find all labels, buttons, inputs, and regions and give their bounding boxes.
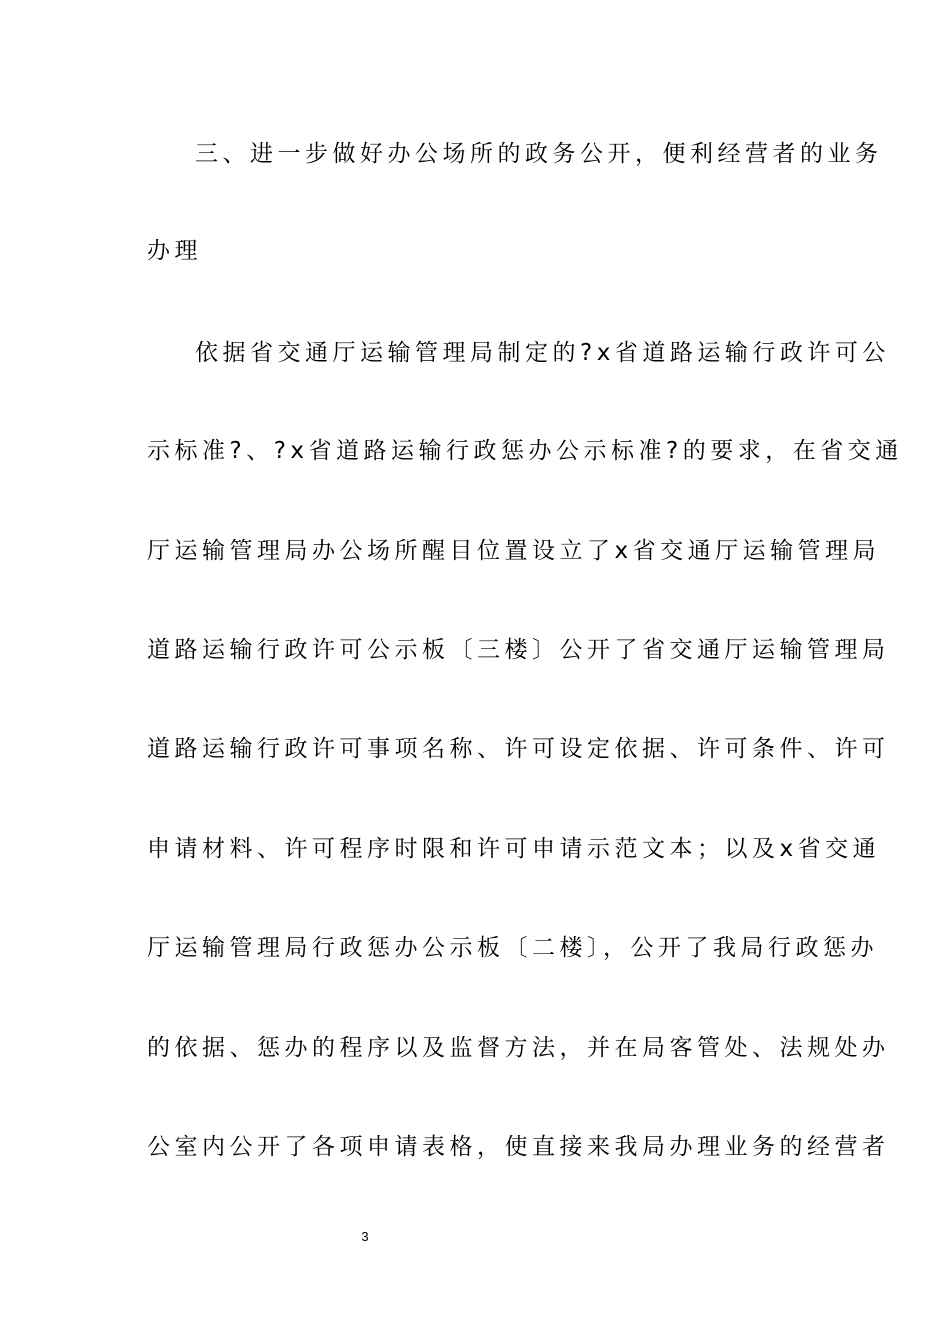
paragraph-line-1: 依据省交通厅运输管理局制定的?x省道路运输行政许可公 — [195, 340, 890, 366]
paragraph-line-2: 示标准?、?x省道路运输行政惩办公示标准?的要求，在省交通 — [147, 438, 903, 464]
paragraph-line-8: 的依据、惩办的程序以及监督方法，并在局客管处、法规处办 — [147, 1035, 890, 1061]
paragraph-line-5: 道路运输行政许可事项名称、许可设定依据、许可条件、许可 — [147, 736, 890, 762]
page-number: 3 — [361, 1229, 369, 1244]
paragraph-line-7: 厅运输管理局行政惩办公示板〔二楼〕，公开了我局行政惩办 — [147, 935, 878, 961]
paragraph-line-3: 厅运输管理局办公场所醒目位置设立了x省交通厅运输管理局 — [147, 538, 881, 564]
heading-line-2: 办理 — [147, 238, 202, 264]
paragraph-line-4: 道路运输行政许可公示板〔三楼〕公开了省交通厅运输管理局 — [147, 637, 890, 663]
paragraph-line-6: 申请材料、许可程序时限和许可申请示范文本；以及x省交通 — [147, 836, 881, 862]
heading-line-1: 三、进一步做好办公场所的政务公开，便利经营者的业务 — [195, 141, 883, 167]
paragraph-line-9: 公室内公开了各项申请表格，使直接来我局办理业务的经营者 — [147, 1134, 890, 1160]
